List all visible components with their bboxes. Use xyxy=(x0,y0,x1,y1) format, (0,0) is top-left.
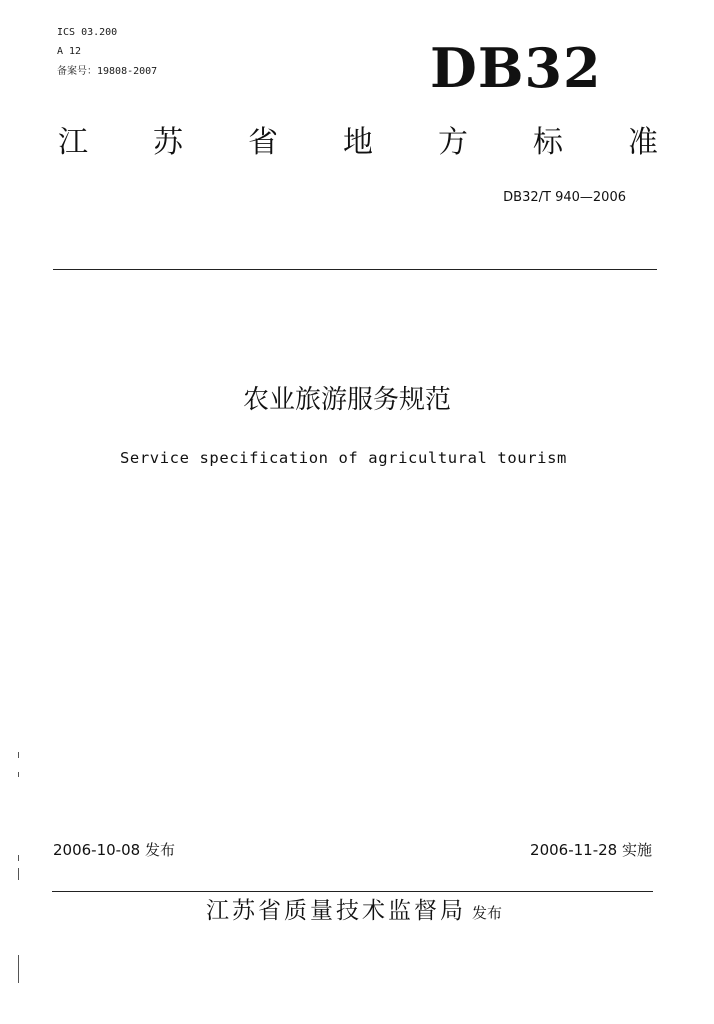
bottom-divider xyxy=(52,891,653,892)
scan-edge-mark xyxy=(18,752,19,758)
document-title-chinese: 农业旅游服务规范 xyxy=(242,385,451,415)
standard-number: DB32/T 940—2006 xyxy=(503,190,626,205)
publisher-name: 江苏省质量技术监督局 xyxy=(205,898,466,924)
record-number: 备案号：19808-2007 xyxy=(57,66,158,77)
publisher-suffix: 发布 xyxy=(471,904,502,922)
standard-type-char: 省 xyxy=(248,125,278,160)
standard-type-heading xyxy=(58,123,658,163)
standard-type-char: 标 xyxy=(533,125,563,160)
top-divider xyxy=(53,269,657,270)
document-title-english: Service specification of agricultural tourism xyxy=(120,449,567,467)
publisher-line xyxy=(0,895,714,929)
classification-code: A 12 xyxy=(57,46,82,57)
standard-type-char: 方 xyxy=(438,125,468,160)
ics-code: ICS 03.200 xyxy=(57,27,118,38)
issue-date: 2006-10-08 发布 xyxy=(53,841,175,859)
scan-edge-mark xyxy=(18,868,19,880)
standard-type-char: 江 xyxy=(58,125,88,160)
standard-type-char: 准 xyxy=(628,125,658,160)
scan-edge-mark xyxy=(18,855,19,861)
implementation-date: 2006-11-28 实施 xyxy=(530,841,652,859)
standard-type-char: 苏 xyxy=(153,125,183,160)
db32-logo: DB32 xyxy=(430,36,602,100)
standard-type-char: 地 xyxy=(343,125,373,160)
scan-edge-mark xyxy=(18,772,19,777)
scan-edge-mark xyxy=(18,955,19,983)
